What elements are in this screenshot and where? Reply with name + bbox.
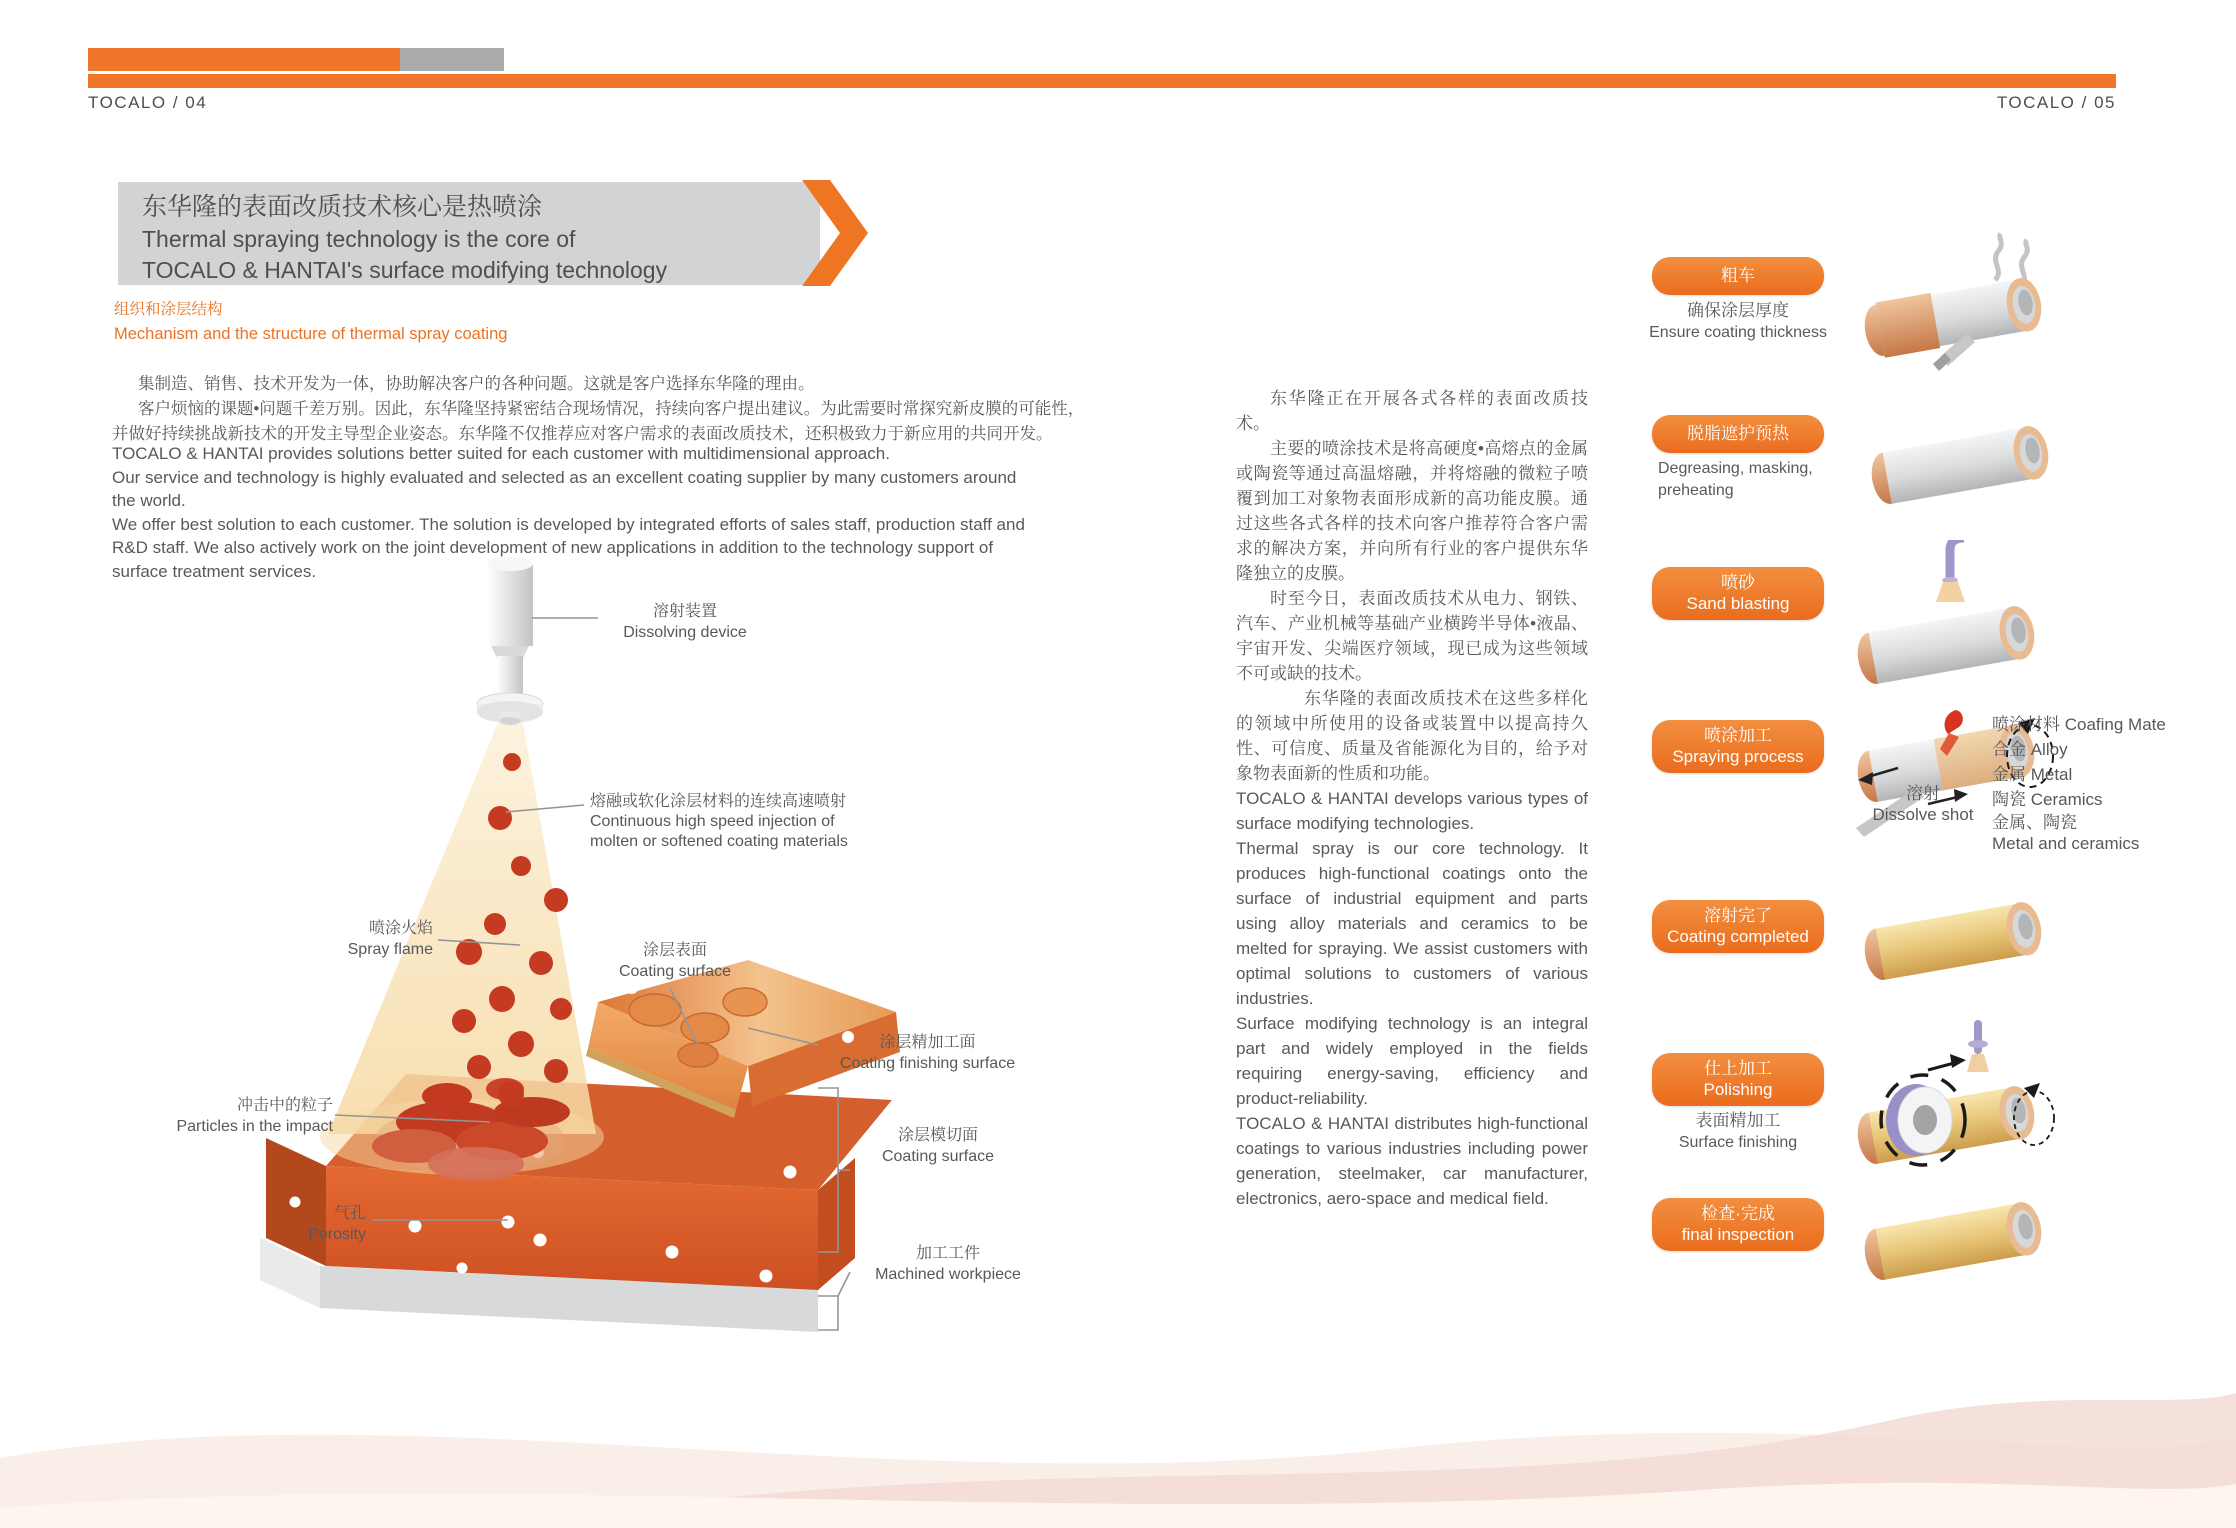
process-step-polishing-caption: 表面精加工 Surface finishing (1678, 1111, 1798, 1151)
page-number-right: TOCALO / 05 (1996, 93, 2116, 112)
title-en-line2: TOCALO & HANTAI's surface modifying technology (142, 257, 668, 283)
roughing-illustration (1845, 232, 2075, 382)
top-accent-bar-orange (88, 48, 400, 71)
title-banner (118, 182, 820, 285)
right-text-column: 东华隆正在开展各式各样的表面改质技术。 主要的喷涂技术是将高硬度•高熔点的金属或陶瓷等通过高温熔融，并将熔融的微粒子喷覆到加工对象物表面形成新的高功能皮膜。通过这些各式各样的技术向客户推荐符合客户需求的解决方案，并向所有行业的客户提供东华隆独立的皮膜。 时至今日，表面改质技术从电力、钢铁、汽车、产业机械等基础产业横跨半导体•液晶、宇宙开发、尖端医疗领域，现已成为这些领域不可或缺的技术。 东华隆的表面改质技术在这些多样化的领域中所使用的设备或装置中以提高持久性、可信度、质量及省能源化为目的，给予对象物表面新的性质和功能。 TOCALO & HANTAI develops various types of surface modifying technologies. Thermal spray is our core technology. It produces high-functional coatings onto the surface of industrial equipment and parts using alloy materials and ceramics to be melted for spraying. We assist customers with optimal solutions to customers of various industries. Surface modifying technology is an integral part and widely employed in the fields requiring energy-saving, efficiency and product-reliability. TOCALO & HANTAI distributes high-functional coatings to various industries including power generation, steelmaker, car manufacturer, electronics, aero-space and medical field. (1236, 389, 1588, 1208)
process-step-degreasing-caption: Degreasing, masking, preheating (1658, 460, 1813, 499)
label-particles-impact: 冲击中的粒子 Particles in the impact (176, 1097, 333, 1135)
bottom-wave-decoration (0, 1298, 2236, 1528)
label-injection: 熔融或软化涂层材料的连续高速喷射 Continuous high speed injection of molten or softened coating materials (590, 793, 848, 850)
label-spray-flame: 喷涂火焰 Spray flame (347, 920, 433, 958)
section-subtitle-zh: 组织和涂层结构 (114, 301, 223, 318)
label-coating-surface: 涂层表面 Coating surface (618, 942, 732, 980)
label-coating-finishing-surface: 涂层精加工面 Coating finishing surface (839, 1034, 1016, 1072)
spray-materials-list: 喷涂材料 Coafing Mate 合金 Alloy 金属 Metal 陶瓷 Ceramics 金属、陶瓷 Metal and ceramics (1992, 715, 2166, 853)
page-number-left: TOCALO / 04 (88, 93, 208, 112)
process-step-sand-blasting: 喷砂 Sand blasting (1652, 567, 1824, 620)
process-step-roughing-caption: 确保涂层厚度 Ensure coating thickness (1649, 301, 1827, 341)
label-porosity: 气孔 Porosity (308, 1205, 366, 1243)
process-step-degreasing: 脱脂遮护预热 (1652, 415, 1824, 453)
degreasing-illustration (1852, 400, 2072, 530)
title-zh: 东华隆的表面改质技术核心是热喷涂 (142, 193, 543, 221)
title-en-line1: Thermal spraying technology is the core of (142, 226, 576, 252)
top-accent-bar-gray (400, 48, 504, 71)
process-step-polishing: 仕上加工 Polishing (1652, 1053, 1824, 1106)
left-body-en: TOCALO & HANTAI provides solutions better suited for each customer with multidimensional approach. Our service and technology is highly evaluated and selected as an excellent coating supplier by many customers around the world. We offer best solution to each customer. The solution is developed by integrated efforts of sales staff, production staff and R&D staff. We also actively work on the joint development of new applications in addition to the technology support of surface treatment services. (112, 444, 1025, 581)
process-step-final-inspection: 检查·完成 final inspection (1652, 1198, 1824, 1251)
sand-blasting-illustration (1838, 540, 2068, 710)
label-machined-workpiece: 加工工件 Machined workpiece (875, 1245, 1021, 1283)
process-step-roughing: 粗车 (1652, 257, 1824, 295)
section-subtitle-en: Mechanism and the structure of thermal spray coating (114, 325, 508, 343)
final-cylinder-illustration (1845, 1178, 2065, 1303)
coated-cylinder-illustration (1845, 878, 2065, 1003)
label-coating-cross-section: 涂层模切面 Coating surface (881, 1127, 995, 1165)
left-body-zh: 集制造、销售、技术开发为一体，协助解决客户的各种问题。这就是客户选择东华隆的理由。 客户烦恼的课题•问题千差万别。因此，东华隆坚持紧密结合现场情况，持续向客户提出建议。为此需要时常探究新皮膜的可能性， 并做好持续挑战新技术的开发主导型企业姿态。东华隆不仅推荐应对客户需求的表面改质技术，还积极致力于新应用的共同开发。 (112, 375, 1085, 443)
process-step-spraying: 喷涂加工 Spraying process (1652, 720, 1824, 773)
chevron-arrow-icon (800, 180, 876, 286)
label-dissolving-device: 溶射装置 Dissolving device (623, 603, 747, 641)
process-step-coating-completed: 溶射完了 Coating completed (1652, 900, 1824, 953)
top-rule-bar (88, 74, 2116, 88)
label-dissolve-shot: 溶射 Dissolve shot (1872, 784, 1974, 824)
